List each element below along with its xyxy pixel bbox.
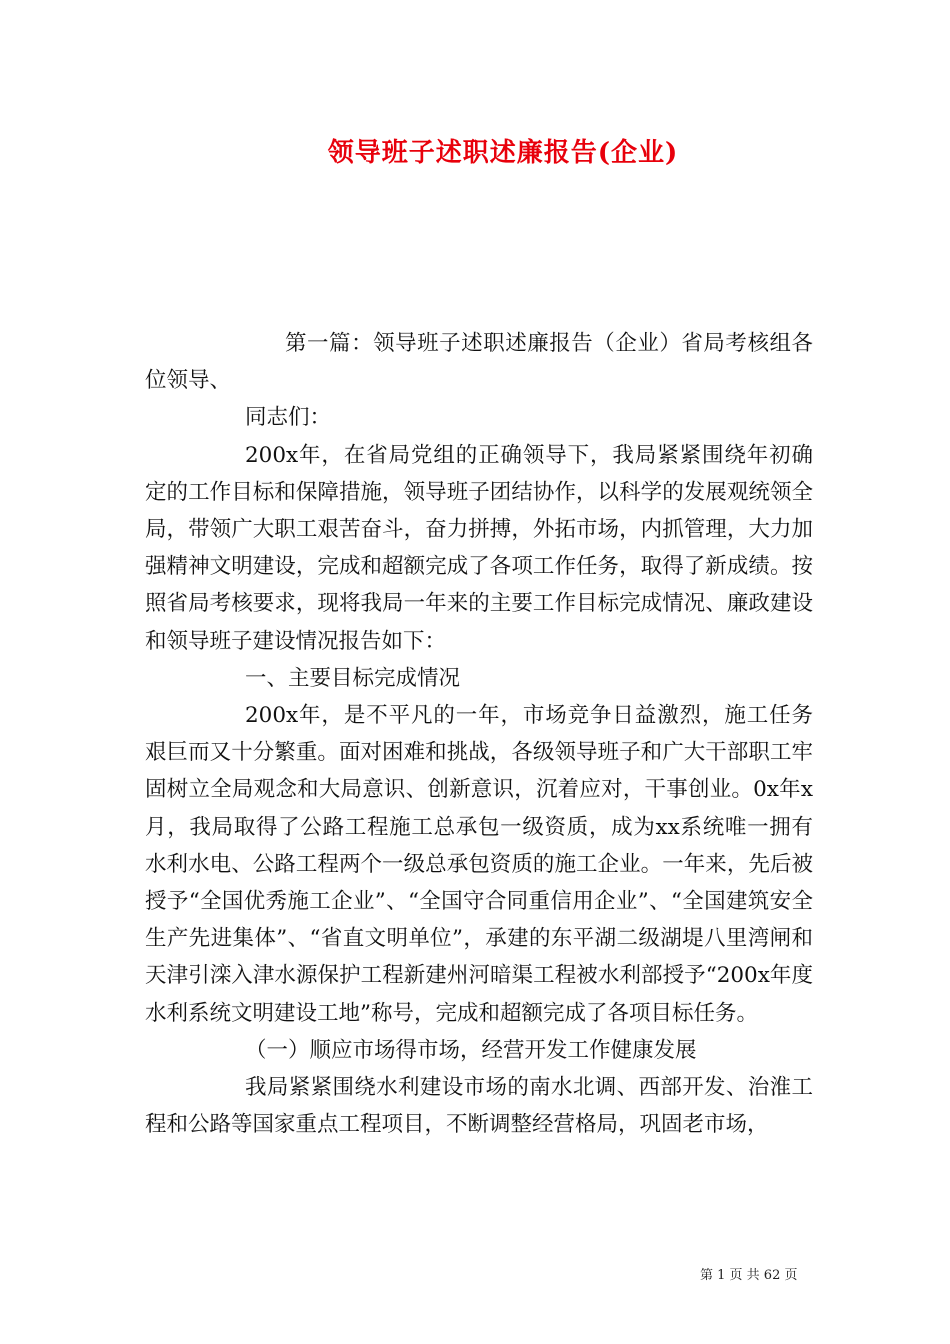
- document-body: [145, 325, 813, 1143]
- paragraph-1: 200x年，在省局党组的正确领导下，我局紧紧围绕年初确定的工作目标和保障措施，领导班子团结协作，以科学的发展观统领全局，带领广大职工艰苦奋斗，奋力拼搏，外拓市场，内抓管理，大力加强精神文明建设，完成和超额完成了各项工作任务，取得了新成绩。按照省局考核要求，现将我局一年来的主要工作目标完成情况、廉政建设和领导班子建设情况报告如下：: [145, 442, 813, 654]
- paragraph-2: 200x年，是不平凡的一年，市场竞争日益激烈，施工任务艰巨而又十分繁重。面对困难和挑战，各级领导班子和广大干部职工牢固树立全局观念和大局意识、创新意识，沉着应对，干事创业。0x年x月，我局取得了公路工程施工总承包一级资质，成为xx系统唯一拥有水利水电、公路工程两个一级总承包资质的施工企业。一年来，先后被授予“全国优秀施工企业”、“全国守合同重信用企业”、“全国建筑安全生产先进集体”、“省直文明单位”，承建的东平湖二级湖堤八里湾闸和天津引滦入津水源保护工程新建州河暗渠工程被水利部授予“200x年度水利系统文明建设工地”称号，完成和超额完成了各项目标任务。: [145, 703, 813, 1026]
- subsection-heading-1: （一）顺应市场得市场，经营开发工作健康发展: [245, 1037, 697, 1063]
- salutation: 同志们：: [245, 405, 332, 431]
- paragraph-3: 我局紧紧围绕水利建设市场的南水北调、西部开发、治淮工程和公路等国家重点工程项目，不断调整经营格局，巩固老市场，: [145, 1075, 813, 1138]
- document-title: 领导班子述职述廉报告(企业): [327, 138, 679, 168]
- page-footer: 第 1 页 共 62 页: [700, 1268, 798, 1283]
- intro-paragraph: 第一篇：领导班子述职述廉报告（企业）省局考核组各位领导、: [145, 331, 813, 394]
- section-heading-1: 一、主要目标完成情况: [245, 665, 461, 691]
